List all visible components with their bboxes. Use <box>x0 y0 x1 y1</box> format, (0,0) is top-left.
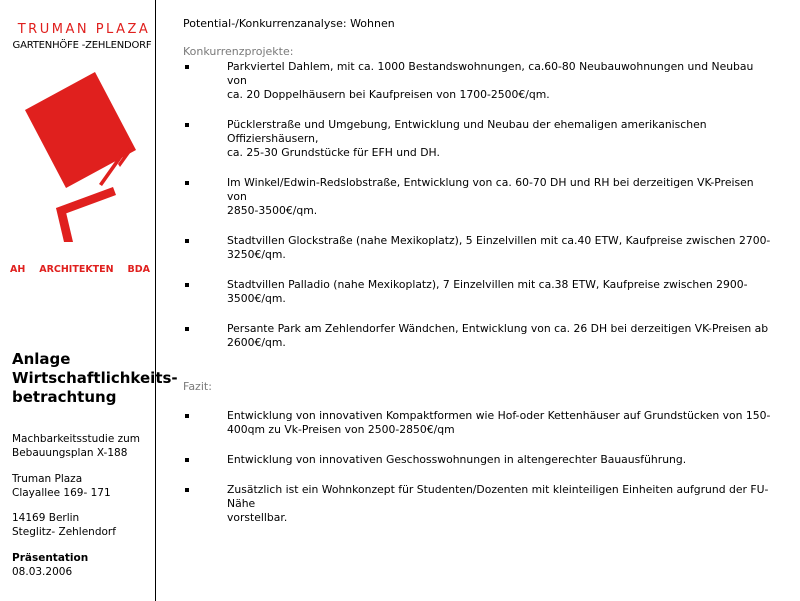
list-item: Persante Park am Zehlendorfer Wändchen, Entwicklung von ca. 26 DH bei derzeitigen VK-Preisen ab 2600€/qm. <box>183 322 773 350</box>
bullet-icon <box>185 414 189 418</box>
firm-part: AH <box>10 264 26 275</box>
address-info <box>12 472 152 500</box>
city-line: 14169 Berlin <box>12 512 80 524</box>
bullet-icon <box>185 65 189 69</box>
list-item: Stadtvillen Glockstraße (nahe Mexikoplatz), 5 Einzelvillen mit ca.40 ETW, Kaufpreise zwischen 2700- 3250€/qm. <box>183 234 773 262</box>
bullet-icon <box>185 181 189 185</box>
firm-part: ARCHITEKTEN <box>39 264 114 275</box>
bullet-icon <box>185 458 189 462</box>
page-title: Potential-/Konkurrenzanalyse: Wohnen <box>183 17 395 30</box>
list-item: Zusätzlich ist ein Wohnkonzept für Studenten/Dozenten mit kleinteiligen Einheiten aufgrund der FU-Nähe vorstellbar. <box>183 483 773 525</box>
bullet-icon <box>185 123 189 127</box>
study-line: Machbarkeitsstudie zum <box>12 433 141 445</box>
main-content <box>183 17 773 525</box>
brand-subtitle: GARTENHÖFE -ZEHLENDORF <box>12 40 152 51</box>
document-title: Anlage Wirtschaftlichkeits-betrachtung <box>12 350 178 406</box>
bullet-icon <box>185 283 189 287</box>
city-info <box>12 511 152 539</box>
list-item: Im Winkel/Edwin-Redslobstraße, Entwicklung von ca. 60-70 DH und RH bei derzeitigen VK-Preisen von 2850-3500€/qm. <box>183 176 773 218</box>
sidebar <box>0 0 178 601</box>
address-line: Clayallee 169- 171 <box>12 487 111 499</box>
competition-list <box>183 60 773 350</box>
section-label-conclusion: Fazit: <box>183 380 212 393</box>
architecture-logo-icon <box>0 60 156 250</box>
presentation-date: 08.03.2006 <box>12 566 73 578</box>
study-info <box>12 432 152 460</box>
city-line: Steglitz- Zehlendorf <box>12 526 116 538</box>
bullet-icon <box>185 327 189 331</box>
list-item: Stadtvillen Palladio (nahe Mexikoplatz), 7 Einzelvillen mit ca.38 ETW, Kaufpreise zwischen 2900- 3500€/qm. <box>183 278 773 306</box>
bullet-icon <box>185 239 189 243</box>
brand-title: TRUMAN PLAZA <box>17 22 151 37</box>
section-label-competition: Konkurrenzprojekte: <box>183 45 294 58</box>
list-item: Parkviertel Dahlem, mit ca. 1000 Bestandswohnungen, ca.60-80 Neubauwohnungen und Neubau von ca. 20 Doppelhäusern bei Kaufpreisen von 1700-2500€/qm. <box>183 60 773 102</box>
address-line: Truman Plaza <box>12 473 83 485</box>
list-item: Entwicklung von innovativen Kompaktformen wie Hof-oder Kettenhäuser auf Grundstücken von 150- 400qm zu Vk-Preisen von 2500-2850€/qm <box>183 409 773 437</box>
list-item: Pücklerstraße und Umgebung, Entwicklung und Neubau der ehemaligen amerikanischen Offiziershäusern, ca. 25-30 Grundstücke für EFH und DH. <box>183 118 773 160</box>
study-line: Bebauungsplan X-188 <box>12 447 128 459</box>
bullet-icon <box>185 488 189 492</box>
conclusion-list <box>183 409 773 525</box>
presentation-info <box>12 551 152 579</box>
list-item: Entwicklung von innovativen Geschosswohnungen in altengerechter Bauausführung. <box>183 453 773 467</box>
presentation-label: Präsentation <box>12 552 89 564</box>
firm-part: BDA <box>127 264 150 275</box>
firm-name <box>10 264 150 275</box>
